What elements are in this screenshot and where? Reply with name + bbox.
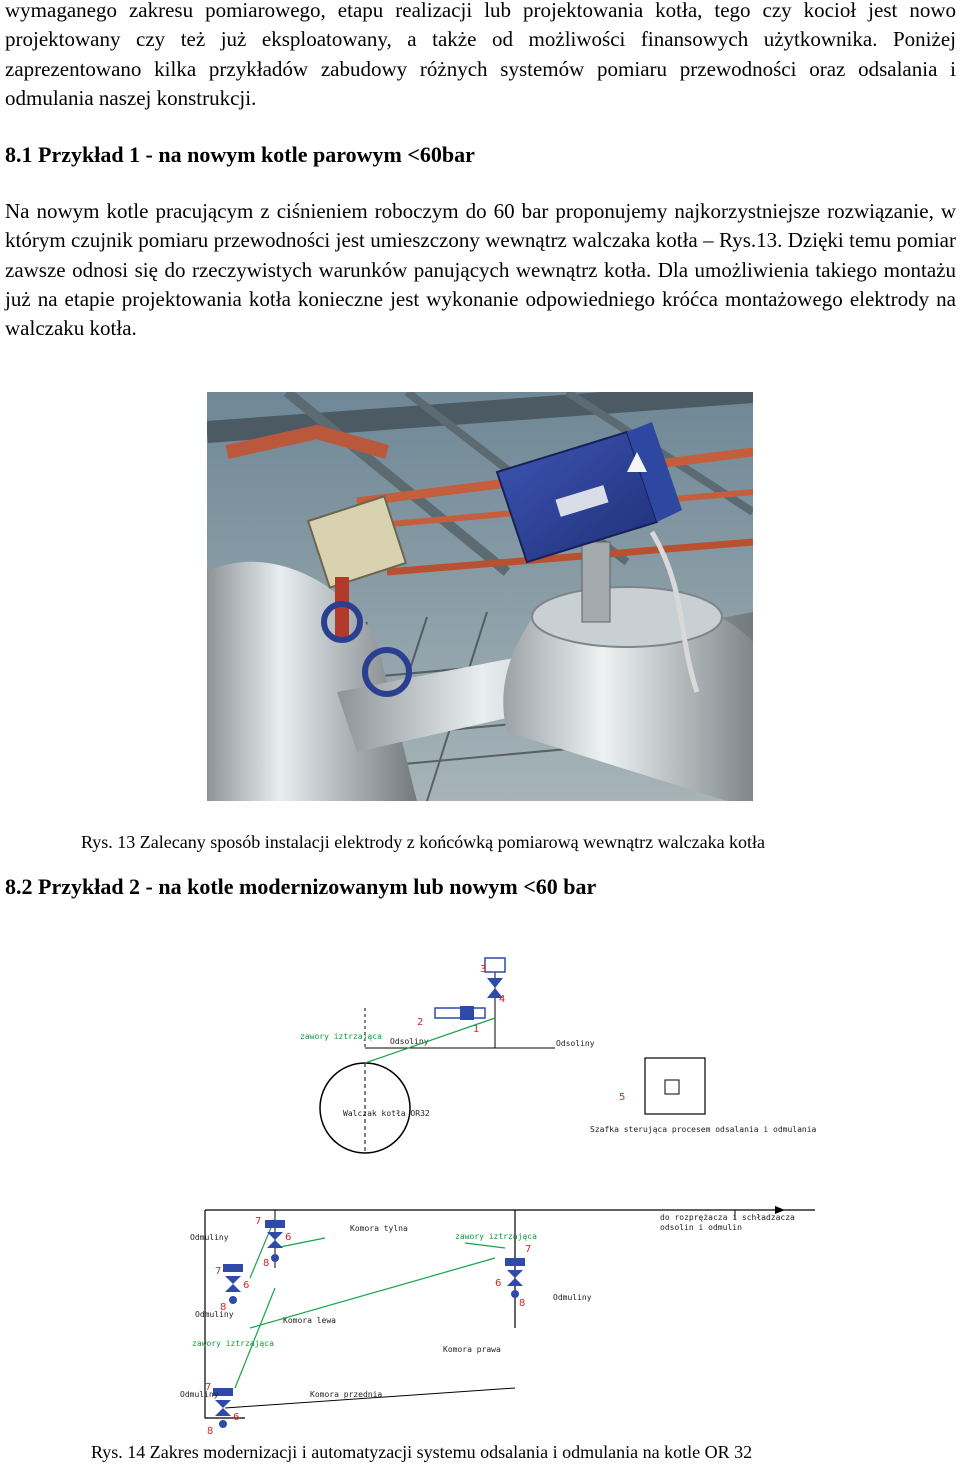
intro-paragraph: wymaganego zakresu pomiarowego, etapu realizacji lub projektowania kotła, tego czy kocioł jest nowo projektowany czy też już eksploatowany, a także od możliwości finansowych użytkownika. Poniżej zaprezentowano kilka przykładów zabudowy różnych systemów pomiaru przewodności oraz odsalania i odmulania naszej konstrukcji. xyxy=(5,0,956,110)
label-number-7b: 7 xyxy=(215,1266,222,1277)
label-number-6a: 6 xyxy=(285,1232,292,1243)
label-number-1: 1 xyxy=(473,1024,480,1035)
valve-label-top: zawory iztrzająca xyxy=(300,1032,382,1041)
label-number-6c: 6 xyxy=(495,1278,502,1289)
odmuliny-label-3: Odmuliny xyxy=(553,1293,592,1302)
electrode-installation-photo xyxy=(207,392,753,801)
odsoliny-label-1: Odsoliny xyxy=(390,1037,429,1046)
diagram-svg xyxy=(135,948,825,1436)
label-number-2: 2 xyxy=(417,1017,424,1028)
label-number-7d: 7 xyxy=(205,1382,212,1393)
label-number-5: 5 xyxy=(619,1092,626,1103)
photo-illustration xyxy=(207,392,753,801)
outlet-label-1: do rozprężacza i schładzacza xyxy=(660,1213,795,1222)
figure-14-caption: Rys. 14 Zakres modernizacji i automatyzacji systemu odsalania i odmulania na kotle OR 32 xyxy=(91,1442,753,1462)
control-cabinet-label: Szafka sterująca procesem odsalania i odmulania xyxy=(590,1125,817,1134)
blowdown-system-diagram xyxy=(135,948,825,1436)
valve-stack-right xyxy=(505,1258,525,1298)
valve-stack-rear xyxy=(265,1220,285,1262)
valve-label-right: zawory iztrzająca xyxy=(455,1232,537,1241)
label-number-7a: 7 xyxy=(255,1216,262,1227)
label-number-8b: 8 xyxy=(220,1302,227,1313)
odmuliny-label-4: Odmuliny xyxy=(180,1390,219,1399)
label-number-4: 4 xyxy=(499,994,506,1005)
figure-13-caption: Rys. 13 Zalecany sposób instalacji elektrody z końcówką pomiarową wewnątrz walczaka kotła xyxy=(81,832,766,852)
section-8-1-paragraph: Na nowym kotle pracującym z ciśnieniem roboczym do 60 bar proponujemy najkorzystniejsze rozwiązanie, w którym czujnik pomiaru przewodności jest umieszczony wewnątrz walczaka kotła – Rys.13. Dzięki temu pomiar zawsze odnosi się do rzeczywistych warunków panujących wewnątrz kotła. Dla umożliwienia takiego montażu już na etapie projektowania kotła konieczne jest wykonanie odpowiedniego króćca montażowego elektrody na walczaku kotła. xyxy=(5,199,956,341)
odsoliny-label-2: Odsoliny xyxy=(556,1039,595,1048)
komora-tylna-label: Komora tylna xyxy=(350,1224,408,1233)
label-number-8a: 8 xyxy=(263,1258,270,1269)
drum-label: Walczak kotła OR32 xyxy=(343,1109,430,1118)
odmuliny-label-2: Odmuliny xyxy=(195,1310,234,1319)
komora-lewa-label: Komora lewa xyxy=(283,1316,336,1325)
section-heading-8-2: 8.2 Przykład 2 - na kotle modernizowanym lub nowym <60 bar xyxy=(5,874,597,899)
label-number-3: 3 xyxy=(480,964,487,975)
komora-prawa-label: Komora prawa xyxy=(443,1345,501,1354)
label-number-8c: 8 xyxy=(519,1298,526,1309)
valve-stack-left xyxy=(223,1264,243,1304)
label-number-7c: 7 xyxy=(525,1244,532,1255)
control-valve-actuator-icon xyxy=(485,958,505,972)
label-number-6b: 6 xyxy=(243,1280,250,1291)
label-number-8d: 8 xyxy=(207,1426,214,1436)
odmuliny-label-1: Odmuliny xyxy=(190,1233,229,1242)
komora-przednia-label: Komora przednia xyxy=(310,1390,383,1399)
label-number-6d: 6 xyxy=(233,1412,240,1423)
valve-label-left: zawory iztrzająca xyxy=(192,1339,274,1348)
outlet-label-2: odsolin i odmulin xyxy=(660,1223,742,1232)
section-heading-8-1: 8.1 Przykład 1 - na nowym kotle parowym <60bar xyxy=(5,142,475,167)
